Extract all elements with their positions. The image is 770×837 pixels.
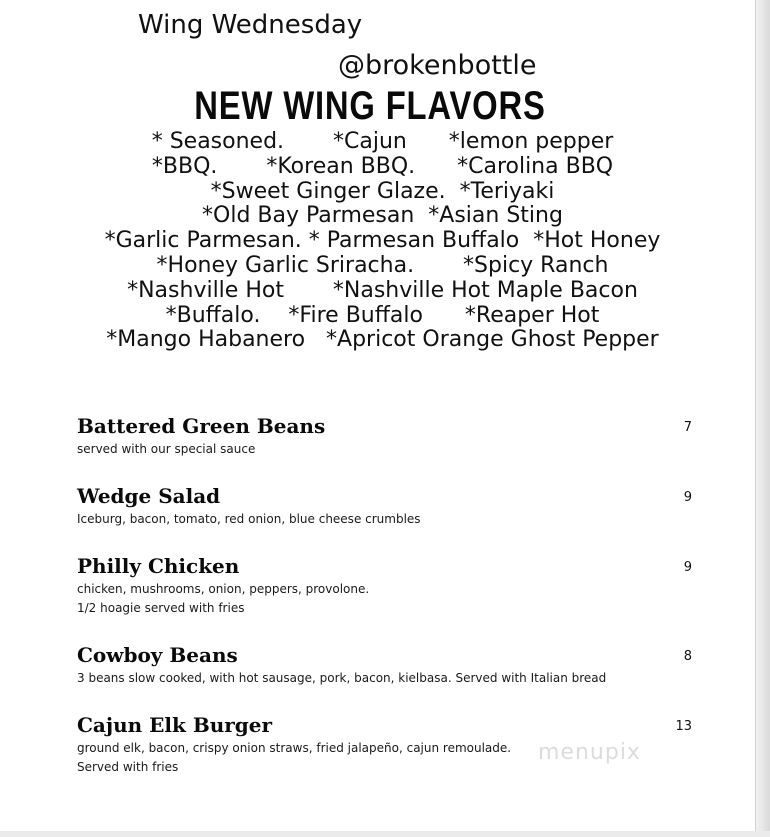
item-description: Iceburg, bacon, tomato, red onion, blue cheese crumbles: [77, 512, 421, 526]
item-price: 9: [683, 490, 692, 505]
flavors-heading: NEW WING FLAVORS: [194, 84, 546, 128]
wing-wednesday-title: Wing Wednesday: [138, 10, 363, 40]
item-name: Cowboy Beans: [77, 643, 238, 667]
flavor-line: *Sweet Ginger Glaze. *Teriyaki: [210, 178, 555, 204]
item-description: Served with fries: [77, 760, 179, 774]
item-price: 7: [683, 420, 692, 435]
item-name: Cajun Elk Burger: [77, 713, 273, 737]
item-name: Wedge Salad: [77, 484, 221, 508]
page-bottom-edge: [0, 831, 770, 837]
watermark-logo: menupix: [538, 740, 641, 765]
flavor-line: *Old Bay Parmesan *Asian Sting: [202, 203, 563, 229]
flavor-list: [0, 130, 765, 353]
item-name: Philly Chicken: [77, 554, 240, 578]
item-description: chicken, mushrooms, onion, peppers, provolone.: [77, 582, 370, 596]
flavor-line: *Nashville Hot *Nashville Hot Maple Bacon: [127, 277, 638, 303]
menu-item-cowboy-beans: [77, 641, 697, 711]
menu-item-battered-green-beans: [77, 412, 697, 482]
flavor-line: *Honey Garlic Sriracha. *Spicy Ranch: [156, 252, 609, 278]
flavor-line: * Seasoned. *Cajun *lemon pepper: [151, 129, 614, 154]
flavor-line: *Buffalo. *Fire Buffalo *Reaper Hot: [165, 302, 600, 328]
flavor-line: *Garlic Parmesan. * Parmesan Buffalo *Hot Honey: [104, 228, 661, 254]
item-price: 8: [683, 649, 692, 664]
item-price: 9: [683, 560, 692, 575]
menu-list: [77, 412, 697, 791]
item-description: ground elk, bacon, crispy onion straws, fried jalapeño, cajun remoulade.: [77, 741, 512, 755]
page-edge: [755, 0, 770, 837]
menu-item-wedge-salad: [77, 482, 697, 552]
menu-item-philly-chicken: [77, 552, 697, 641]
item-description: 3 beans slow cooked, with hot sausage, pork, bacon, kielbasa. Served with Italian bread: [77, 671, 607, 685]
item-name: Battered Green Beans: [77, 414, 326, 438]
flavor-line: *Mango Habanero *Apricot Orange Ghost Pepper: [106, 327, 659, 353]
item-description: served with our special sauce: [77, 442, 256, 456]
flavor-line: *BBQ. *Korean BBQ. *Carolina BBQ: [151, 153, 614, 179]
item-description: 1/2 hoagie served with fries: [77, 601, 245, 615]
item-price: 13: [675, 719, 692, 734]
social-handle: @brokenbottle: [338, 50, 537, 81]
